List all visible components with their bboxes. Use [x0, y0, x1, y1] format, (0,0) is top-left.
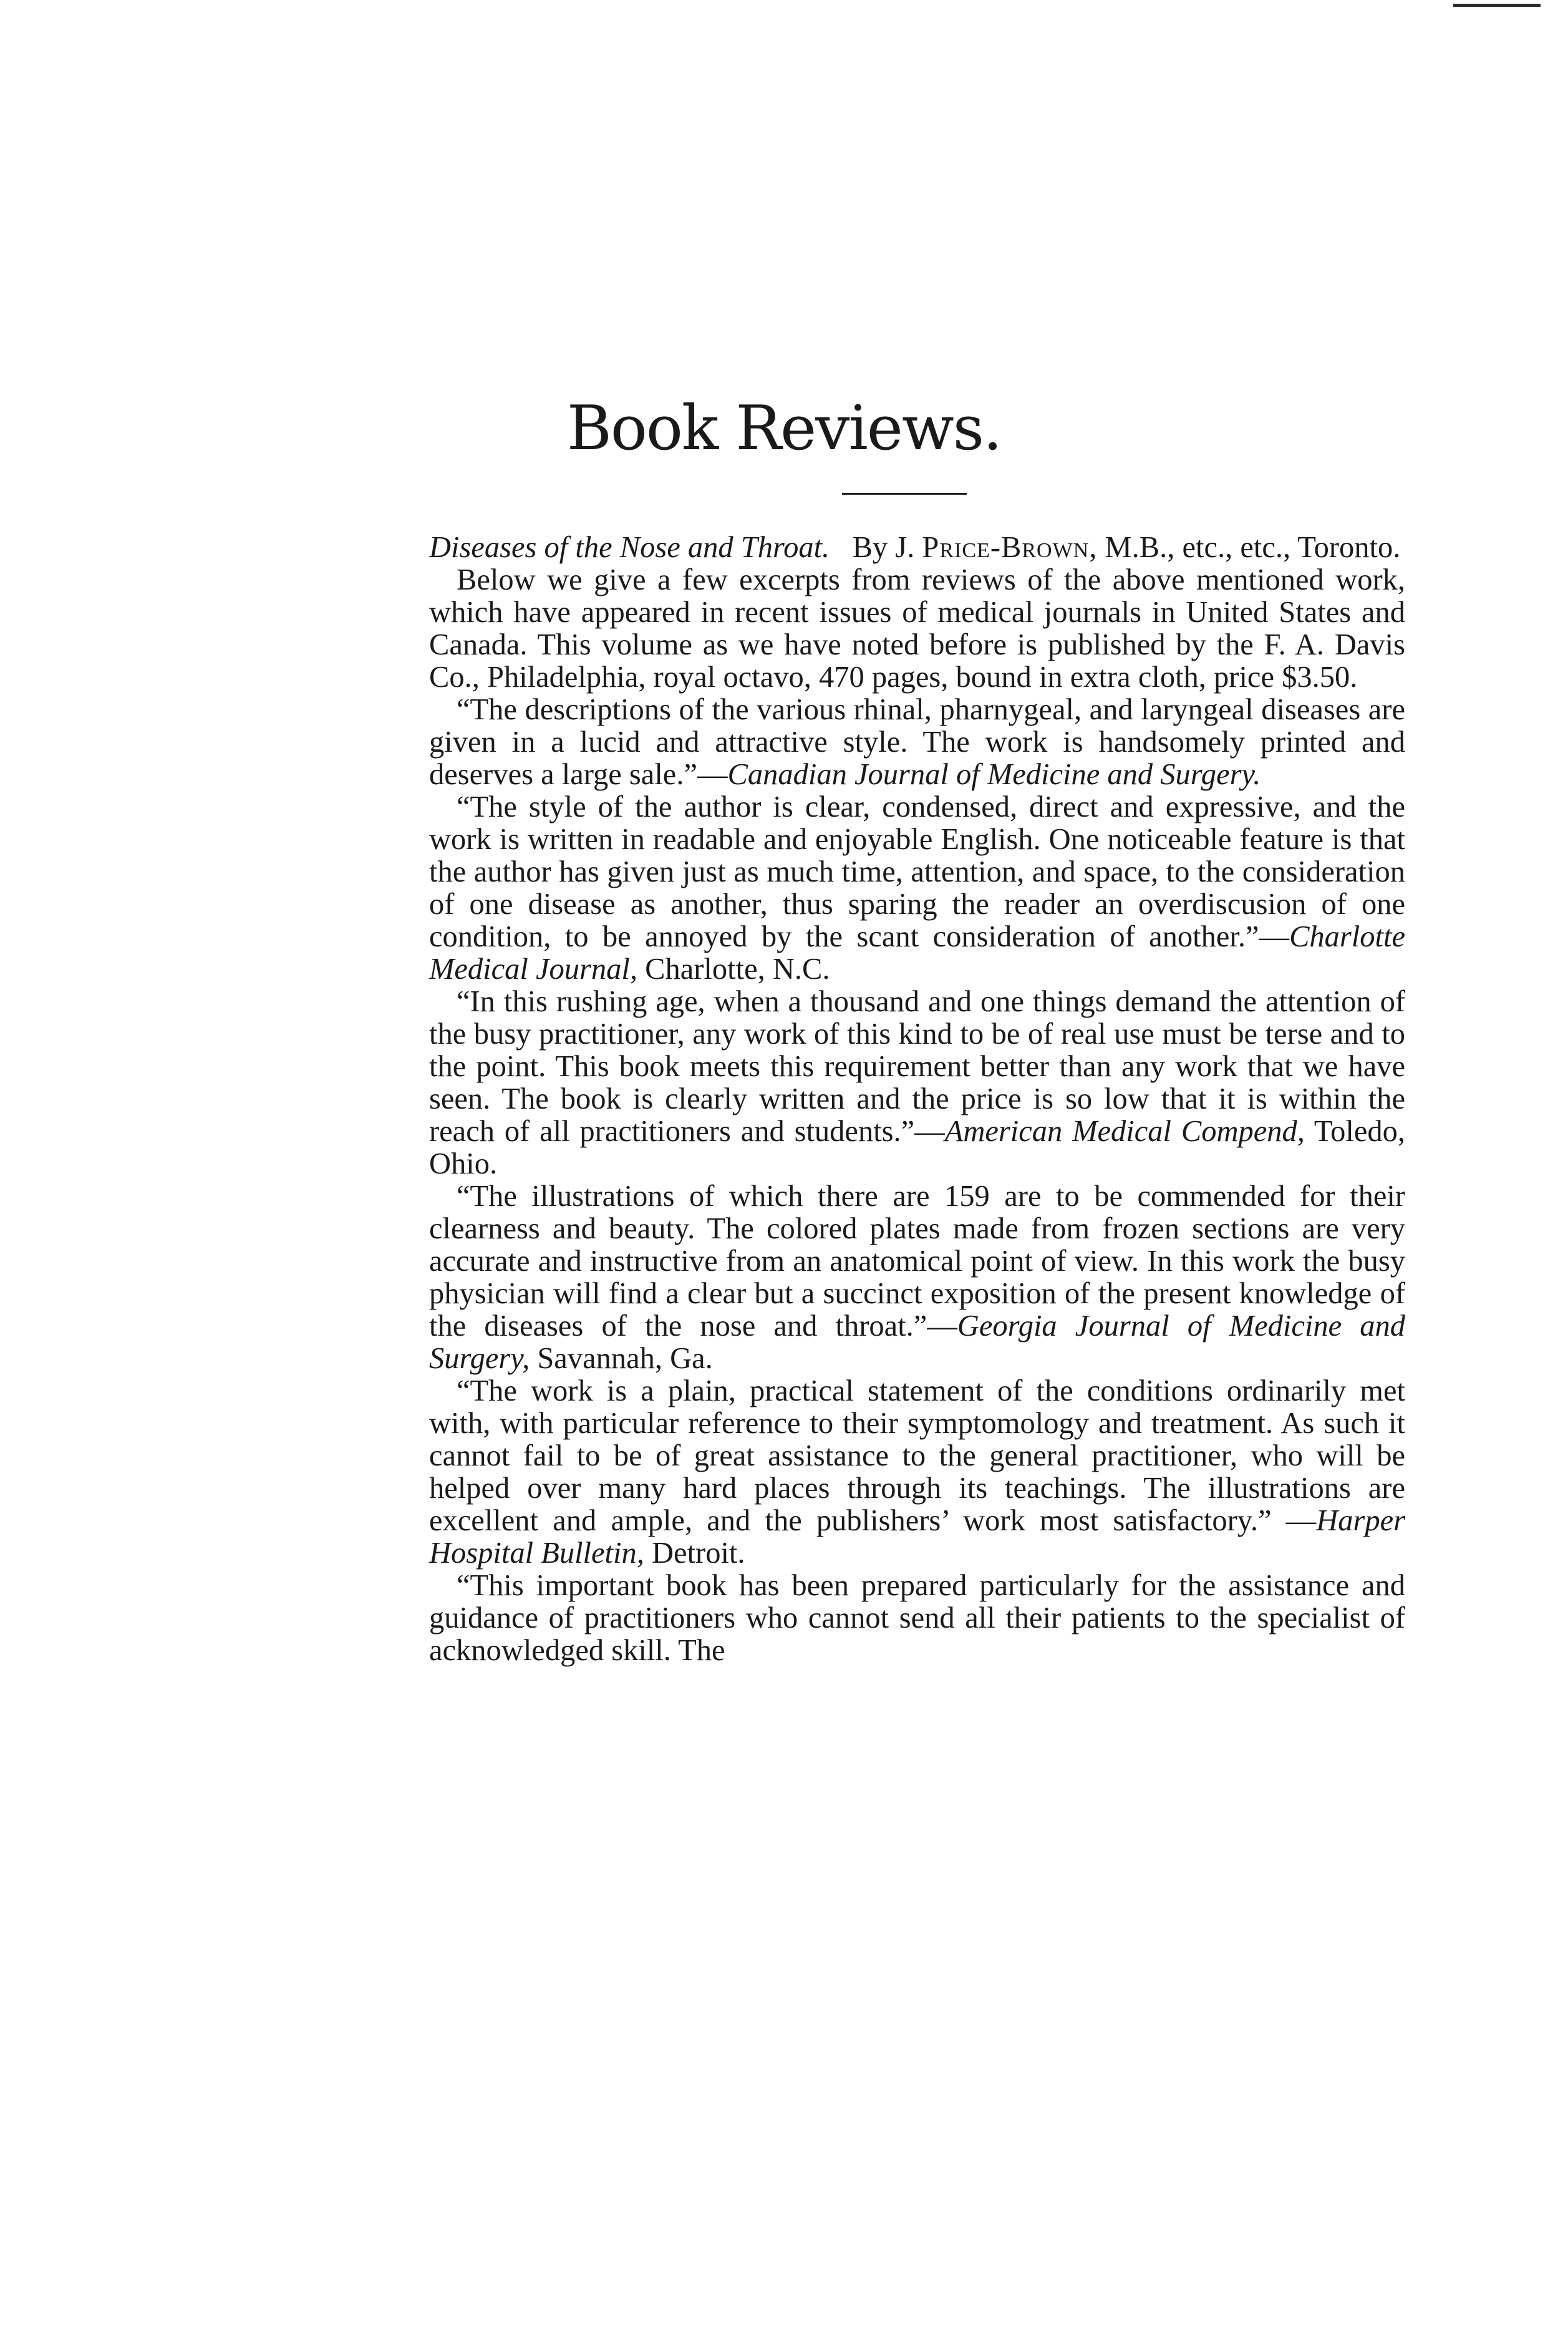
- review-quote: [429, 986, 1405, 1180]
- quote-place: Charlotte, N.C.: [637, 953, 830, 986]
- author-name: Price-Brown,: [922, 531, 1098, 564]
- continuation-paragraph: “This important book has been prepared particularly for the assistance and guidance of practitioners who cannot send all their patients to the specialist of acknowledged skill. The: [429, 1569, 1405, 1667]
- quote-text: “The descriptions of the various rhinal, pharnygeal, and laryngeal diseases are given in a lucid and attractive style. The work is handsomely printed and deserves a large sale.”—: [429, 693, 1405, 791]
- quote-source: American Medical Compend,: [944, 1115, 1305, 1148]
- review-quote: [429, 694, 1405, 791]
- quote-text: “In this rushing age, when a thousand and one things demand the attention of the busy practitioner, any work of this kind to be of real use must be terse and to the point. This book meets this requirement better than any work that we have seen. The book is clearly written and the price is so low that it is within the reach of all practitioners and students.”—: [429, 985, 1405, 1148]
- quote-source: Canadian Journal of Medicine and Surgery.: [727, 758, 1261, 791]
- quote-text: “The style of the author is clear, condensed, direct and expressive, and the work is written in readable and enjoyable English. One noticeable feature is that the author has given just as much time, attention, and space, to the consideration of one disease as another, thus sparing the reader an overdiscusion of one condition, to be annoyed by the scant consideration of another.”—: [429, 790, 1405, 953]
- book-title: Diseases of the Nose and Throat.: [429, 531, 830, 564]
- page-title: Book Reviews.: [566, 393, 1002, 464]
- quote-place: Toledo, Ohio.: [429, 1115, 1406, 1180]
- title-rule: [842, 493, 967, 495]
- review-quote: [429, 1180, 1405, 1375]
- quote-text: “The work is a plain, practical statement of the conditions ordinarily met with, with particular reference to their symptomology and treatment. As such it cannot fail to be of great assistance to the general practitioner, who will be helped over many hard places through its teachings. The illustrations are excellent and ample, and the publishers’ work most satisfactory.” —: [429, 1374, 1405, 1537]
- quote-source: Georgia Journal of Medicine and Surgery,: [429, 1309, 1405, 1375]
- quote-place: Detroit.: [644, 1537, 745, 1570]
- quote-source: Charlotte Medical Journal,: [429, 920, 1405, 986]
- quote-text: “The illustrations of which there are 159 are to be commended for their clearness and beauty. The colored plates made from frozen sections are very accurate and instructive from an anatomical point of view. In this work the busy physician will find a clear but a succinct exposition of the present knowledge of the diseases of the nose and throat.”—: [429, 1180, 1405, 1343]
- book-entry: [429, 532, 1405, 564]
- intro-paragraph: Below we give a few excerpts from reviews of the above mentioned work, which have appeared in recent issues of medical journals in United States and Canada. This volume as we have noted before is published by the F. A. Davis Co., Philadelphia, royal octavo, 470 pages, bound in extra cloth, price $3.50.: [429, 563, 1405, 694]
- review-quote: [429, 791, 1405, 986]
- quote-place: Savannah, Ga.: [530, 1342, 713, 1375]
- byline: By J.: [852, 531, 915, 564]
- author-credentials: M.B., etc., etc., Toronto.: [1105, 531, 1401, 564]
- review-column: [429, 532, 1405, 1667]
- quote-source: Harper Hospital Bulletin,: [429, 1504, 1405, 1570]
- review-quote: [429, 1375, 1405, 1570]
- page-edge-mark: [1453, 4, 1541, 7]
